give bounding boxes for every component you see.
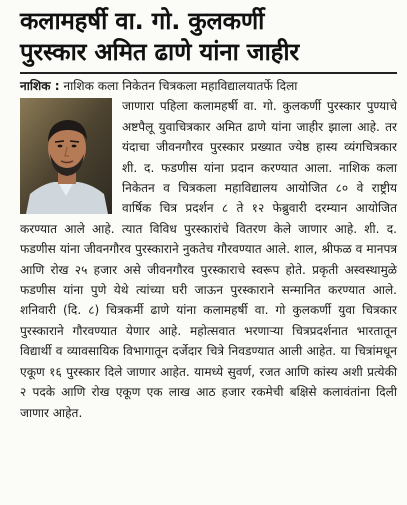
article-lead [20,76,397,96]
headline-line-1: कलामहर्षी वा. गो. कुलकर्णी [20,7,265,35]
portrait-photo [20,98,112,214]
headline-line-2: पुरस्कार अमित ढाणे यांना जाहीर [20,38,300,66]
dateline: नाशिक : [20,79,60,93]
headline [20,6,397,68]
lead-text: नाशिक कला निकेतन चित्रकला महाविद्यालयातर्फे दिला [59,79,298,93]
headline-rule [20,72,397,74]
article-body: जाणारा पहिला कलामहर्षी वा. गो. कुलकर्णी पुरस्कार पुण्याचे अष्टपैलू युवाचित्रकार अमित ढाणे यांना जाहीर झाला आहे. तर यंदाचा जीवनगौरव पुरस्कार प्रख्यात ज्येष्ठ हास्य व्यंगचित्रकार शी. द. फडणीस यांना प्रदान करण्यात आला. नाशिक कला निकेतन व चित्रकला महाविद्यालय आयोजित ८० वे राष्ट्रीय वार्षिक चित्र प्रदर्शन ८ ते १२ फेब्रुवारी दरम्यान आयोजित करण्यात आले आहे. त्यात विविध पुरस्कारांचे वितरण केले जाणार आहे. शी. द. फडणीस यांना जीवनगौरव पुरस्काराने नुकतेच गौरवण्यात आले. शाल, श्रीफळ व मानपत्र आणि रोख २५ हजार असे जीवनगौरव पुरस्काराचे स्वरूप होते. प्रकृती अस्वस्थामुळे फडणीस यांना पुणे येथे त्यांच्या घरी जाऊन पुरस्काराने सन्मानित करण्यात आले. शनिवारी (दि. ८) चित्रकर्मी ढाणे यांना कलामहर्षी वा. गो कुलकर्णी युवा चित्रकार पुरस्काराने गौरवण्यात येणार आहे. महोत्सवात भरणाऱ्या चित्रप्रदर्शनात भारतातून विद्यार्थी व व्यावसायिक विभागातून दर्जेदार चित्रे निवडण्यात आली आहेत. या चित्रांमधून एकूण १६ पुरस्कार दिले जाणार आहेत. यामध्ये सुवर्ण, रजत आणि कांस्य अशी प्रत्येकी २ पदके आणि रोख एकूण एक लाख आठ हजार रकमेची बक्षिसे कलावंतांना दिली जाणार आहेत. [20,99,397,420]
